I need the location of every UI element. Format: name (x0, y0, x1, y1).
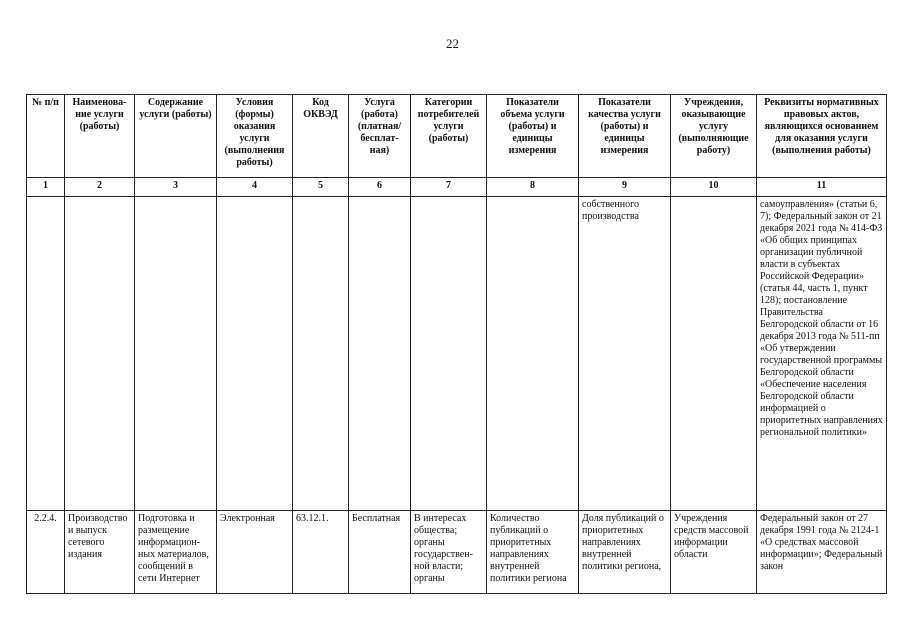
column-number-row (27, 178, 887, 197)
service-consumers: В интересах общества; органы государствен-ной власти; органы (411, 511, 487, 594)
column-number: 7 (411, 178, 487, 197)
column-number: 9 (579, 178, 671, 197)
header-content: Содержание услуги (работы) (135, 95, 217, 178)
column-number: 5 (293, 178, 349, 197)
continuation-row (27, 197, 887, 511)
service-row (27, 511, 887, 594)
service-form: Электронная (217, 511, 293, 594)
service-okved: 63.12.1. (293, 511, 349, 594)
header-quality: Показатели качества услуги (работы) и единицы измерения (579, 95, 671, 178)
empty-cell (411, 197, 487, 511)
header-okved: Код ОКВЭД (293, 95, 349, 178)
legal-acts-continuation: самоуправления» (статьи 6, 7); Федеральный закон от 21 декабря 2021 года № 414-ФЗ «Об общих принципах организации публичной власти в субъектах Российской Федерации» (статья 44, часть 1, пункт 128); постановление Правительства Белгородской области от 16 декабря 2013 года № 511-пп «Об утверждении государственной программы Белгородской области «Обеспечение населения Белгородской области информацией о приоритетных направлениях региональной политики» (757, 197, 887, 511)
empty-cell (27, 197, 65, 511)
service-volume: Количество публикаций о приоритетных направлениях внутренней политики региона (487, 511, 579, 594)
page-number: 22 (446, 36, 459, 51)
empty-cell (135, 197, 217, 511)
service-content: Подготовка и размещение информацион-ных материалов, сообщений в сети Интернет (135, 511, 217, 594)
header-institutions: Учреждения, оказывающие услугу (выполняющие работу) (671, 95, 757, 178)
column-number: 3 (135, 178, 217, 197)
service-name: Производство и выпуск сетевого издания (65, 511, 135, 594)
header-paid: Услуга (работа) (платная/ бесплат-ная) (349, 95, 411, 178)
empty-cell (349, 197, 411, 511)
service-paid: Бесплатная (349, 511, 411, 594)
column-number: 6 (349, 178, 411, 197)
empty-cell (217, 197, 293, 511)
header-row (27, 95, 887, 178)
empty-cell (487, 197, 579, 511)
service-number: 2.2.4. (27, 511, 65, 594)
header-consumers: Категории потребителей услуги (работы) (411, 95, 487, 178)
header-conditions: Условия (формы) оказания услуги (выполнения работы) (217, 95, 293, 178)
service-institutions: Учреждения средств массовой информации области (671, 511, 757, 594)
header-legal-acts: Реквизиты нормативных правовых актов, являющихся основанием для оказания услуги (выполнения работы) (757, 95, 887, 178)
empty-cell (671, 197, 757, 511)
header-service-name: Наименова-ние услуги (работы) (65, 95, 135, 178)
column-number: 1 (27, 178, 65, 197)
services-table (26, 94, 887, 594)
service-legal-acts: Федеральный закон от 27 декабря 1991 года № 2124-1 «О средствах массовой информации»; Федеральный закон (757, 511, 887, 594)
header-volume: Показатели объема услуги (работы) и единицы измерения (487, 95, 579, 178)
column-number: 11 (757, 178, 887, 197)
service-quality: Доля публикаций о приоритетных направлениях внутренней политики региона, (579, 511, 671, 594)
header-num: № п/п (27, 95, 65, 178)
column-number: 8 (487, 178, 579, 197)
quality-continuation: собственного производства (579, 197, 671, 511)
column-number: 2 (65, 178, 135, 197)
column-number: 4 (217, 178, 293, 197)
empty-cell (293, 197, 349, 511)
empty-cell (65, 197, 135, 511)
column-number: 10 (671, 178, 757, 197)
